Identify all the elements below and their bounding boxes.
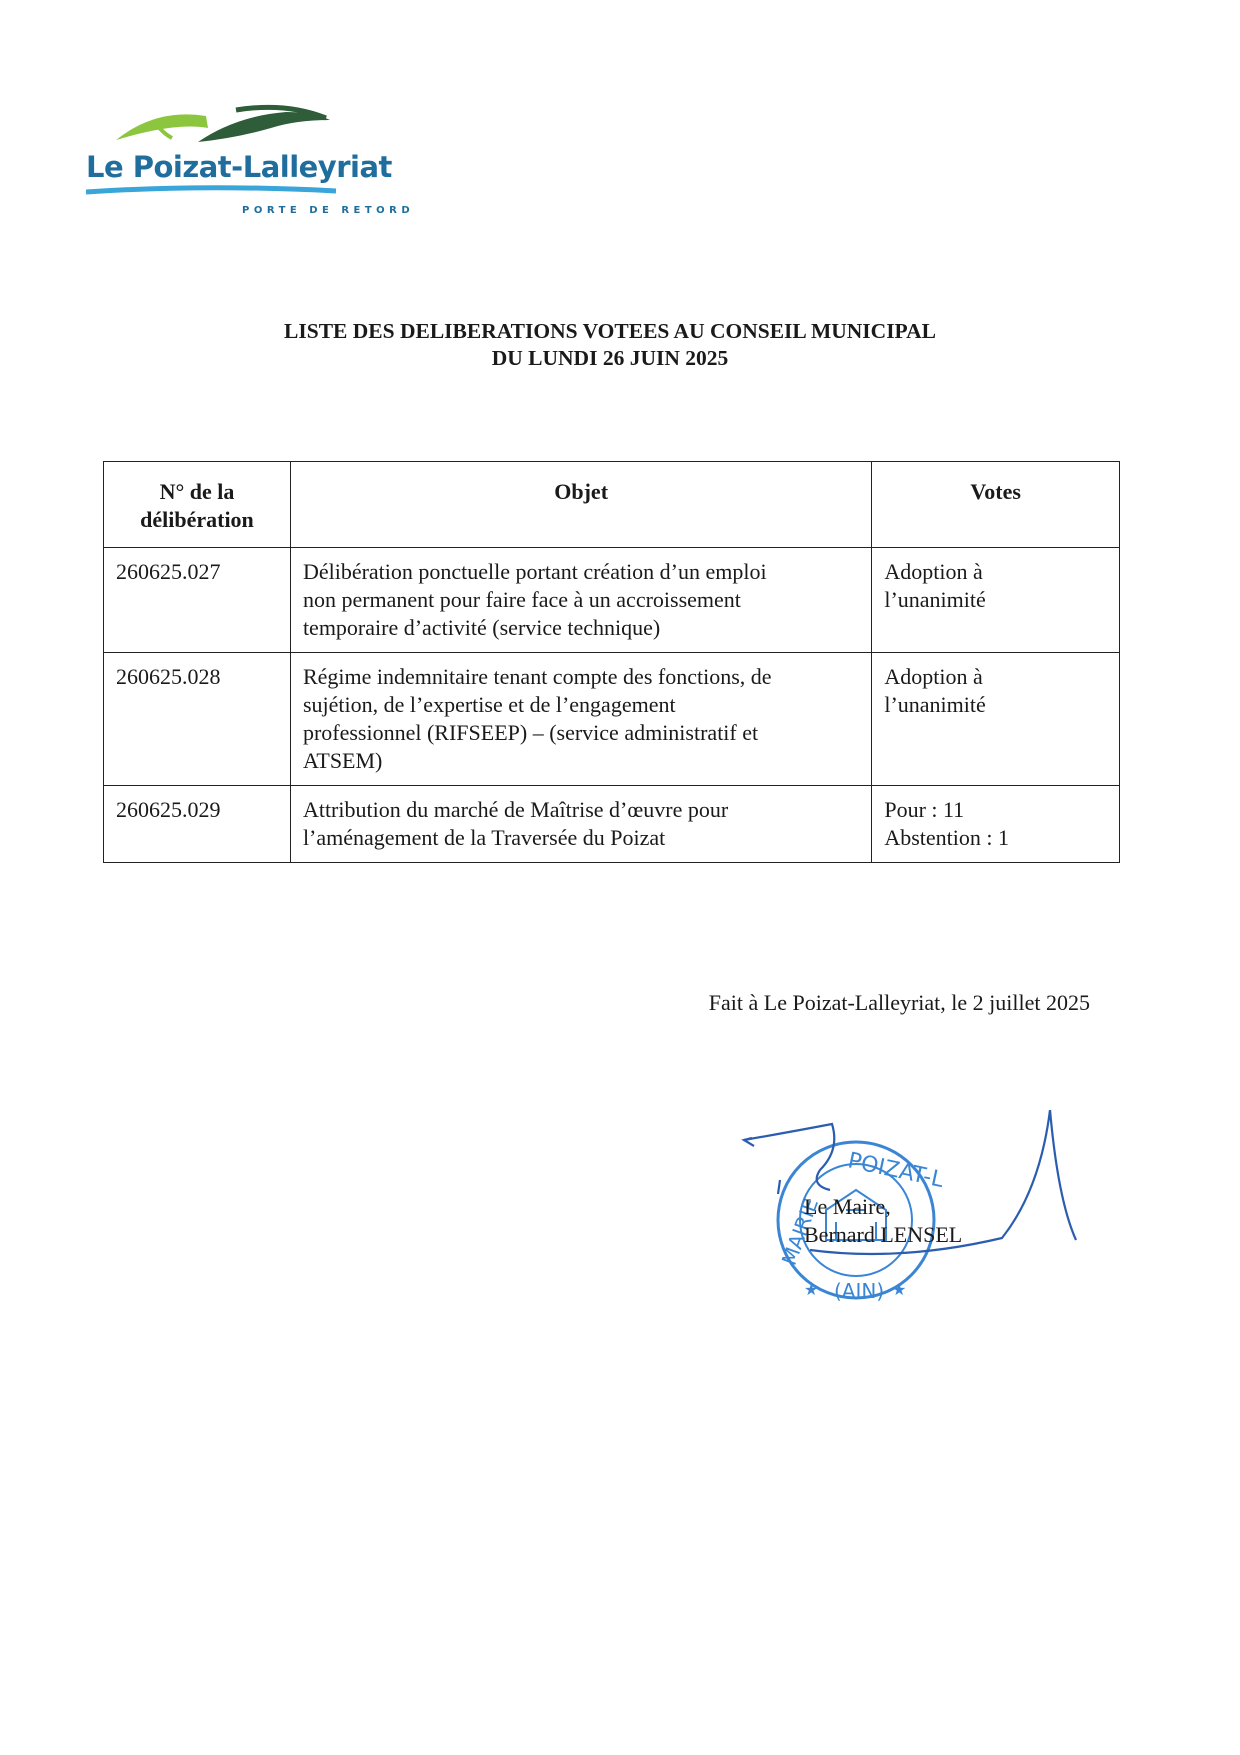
document-title [0,318,1220,372]
deliberation-objet: Attribution du marché de Maîtrise d’œuvre pour l’aménagement de la Traversée du Poizat [290,786,871,863]
table-header-row [104,462,1120,548]
deliberation-number: 260625.027 [104,548,291,653]
deliberation-objet: Délibération ponctuelle portant création d’un emploi non permanent pour faire face à un accroissement temporaire d’activité (service technique) [290,548,871,653]
deliberation-objet: Régime indemnitaire tenant compte des fonctions, de sujétion, de l’expertise et de l’engagement professionnel (RIFSEEP) – (service administratif et ATSEM) [290,653,871,786]
header-objet: Objet [290,462,871,548]
table-row [104,786,1120,863]
deliberation-number: 260625.029 [104,786,291,863]
signatory-name: Bernard LENSEL [804,1222,963,1247]
svg-text:(AIN): (AIN) [834,1279,885,1303]
deliberation-votes: Adoption à l’unanimité [872,653,1120,786]
svg-text:POIZAT-L: POIZAT-L [845,1148,946,1193]
logo-name: Le Poizat-Lalleyriat [86,150,392,184]
deliberation-votes: Pour : 11 Abstention : 1 [872,786,1120,863]
logo-tagline: PORTE DE RETORD [242,205,415,216]
svg-text:MAIRIE: MAIRIE [776,1194,824,1269]
deliberation-votes: Adoption à l’unanimité [872,548,1120,653]
signatory-title: Le Maire, [804,1194,891,1219]
deliberations-table [103,461,1120,863]
deliberation-number: 260625.028 [104,653,291,786]
svg-text:★: ★ [804,1280,819,1299]
municipality-logo [86,98,415,228]
title-line-2: DU LUNDI 26 JUIN 2025 [491,346,729,370]
title-line-1: LISTE DES DELIBERATIONS VOTEES AU CONSEIL MUNICIPAL [284,319,936,343]
table-row [104,653,1120,786]
signature-block [740,1110,1120,1340]
table-row [104,548,1120,653]
svg-text:★: ★ [892,1280,907,1299]
header-votes: Votes [872,462,1120,548]
header-num: N° de la délibération [104,462,291,548]
place-and-date: Fait à Le Poizat-Lalleyriat, le 2 juillet 2025 [708,990,1090,1015]
